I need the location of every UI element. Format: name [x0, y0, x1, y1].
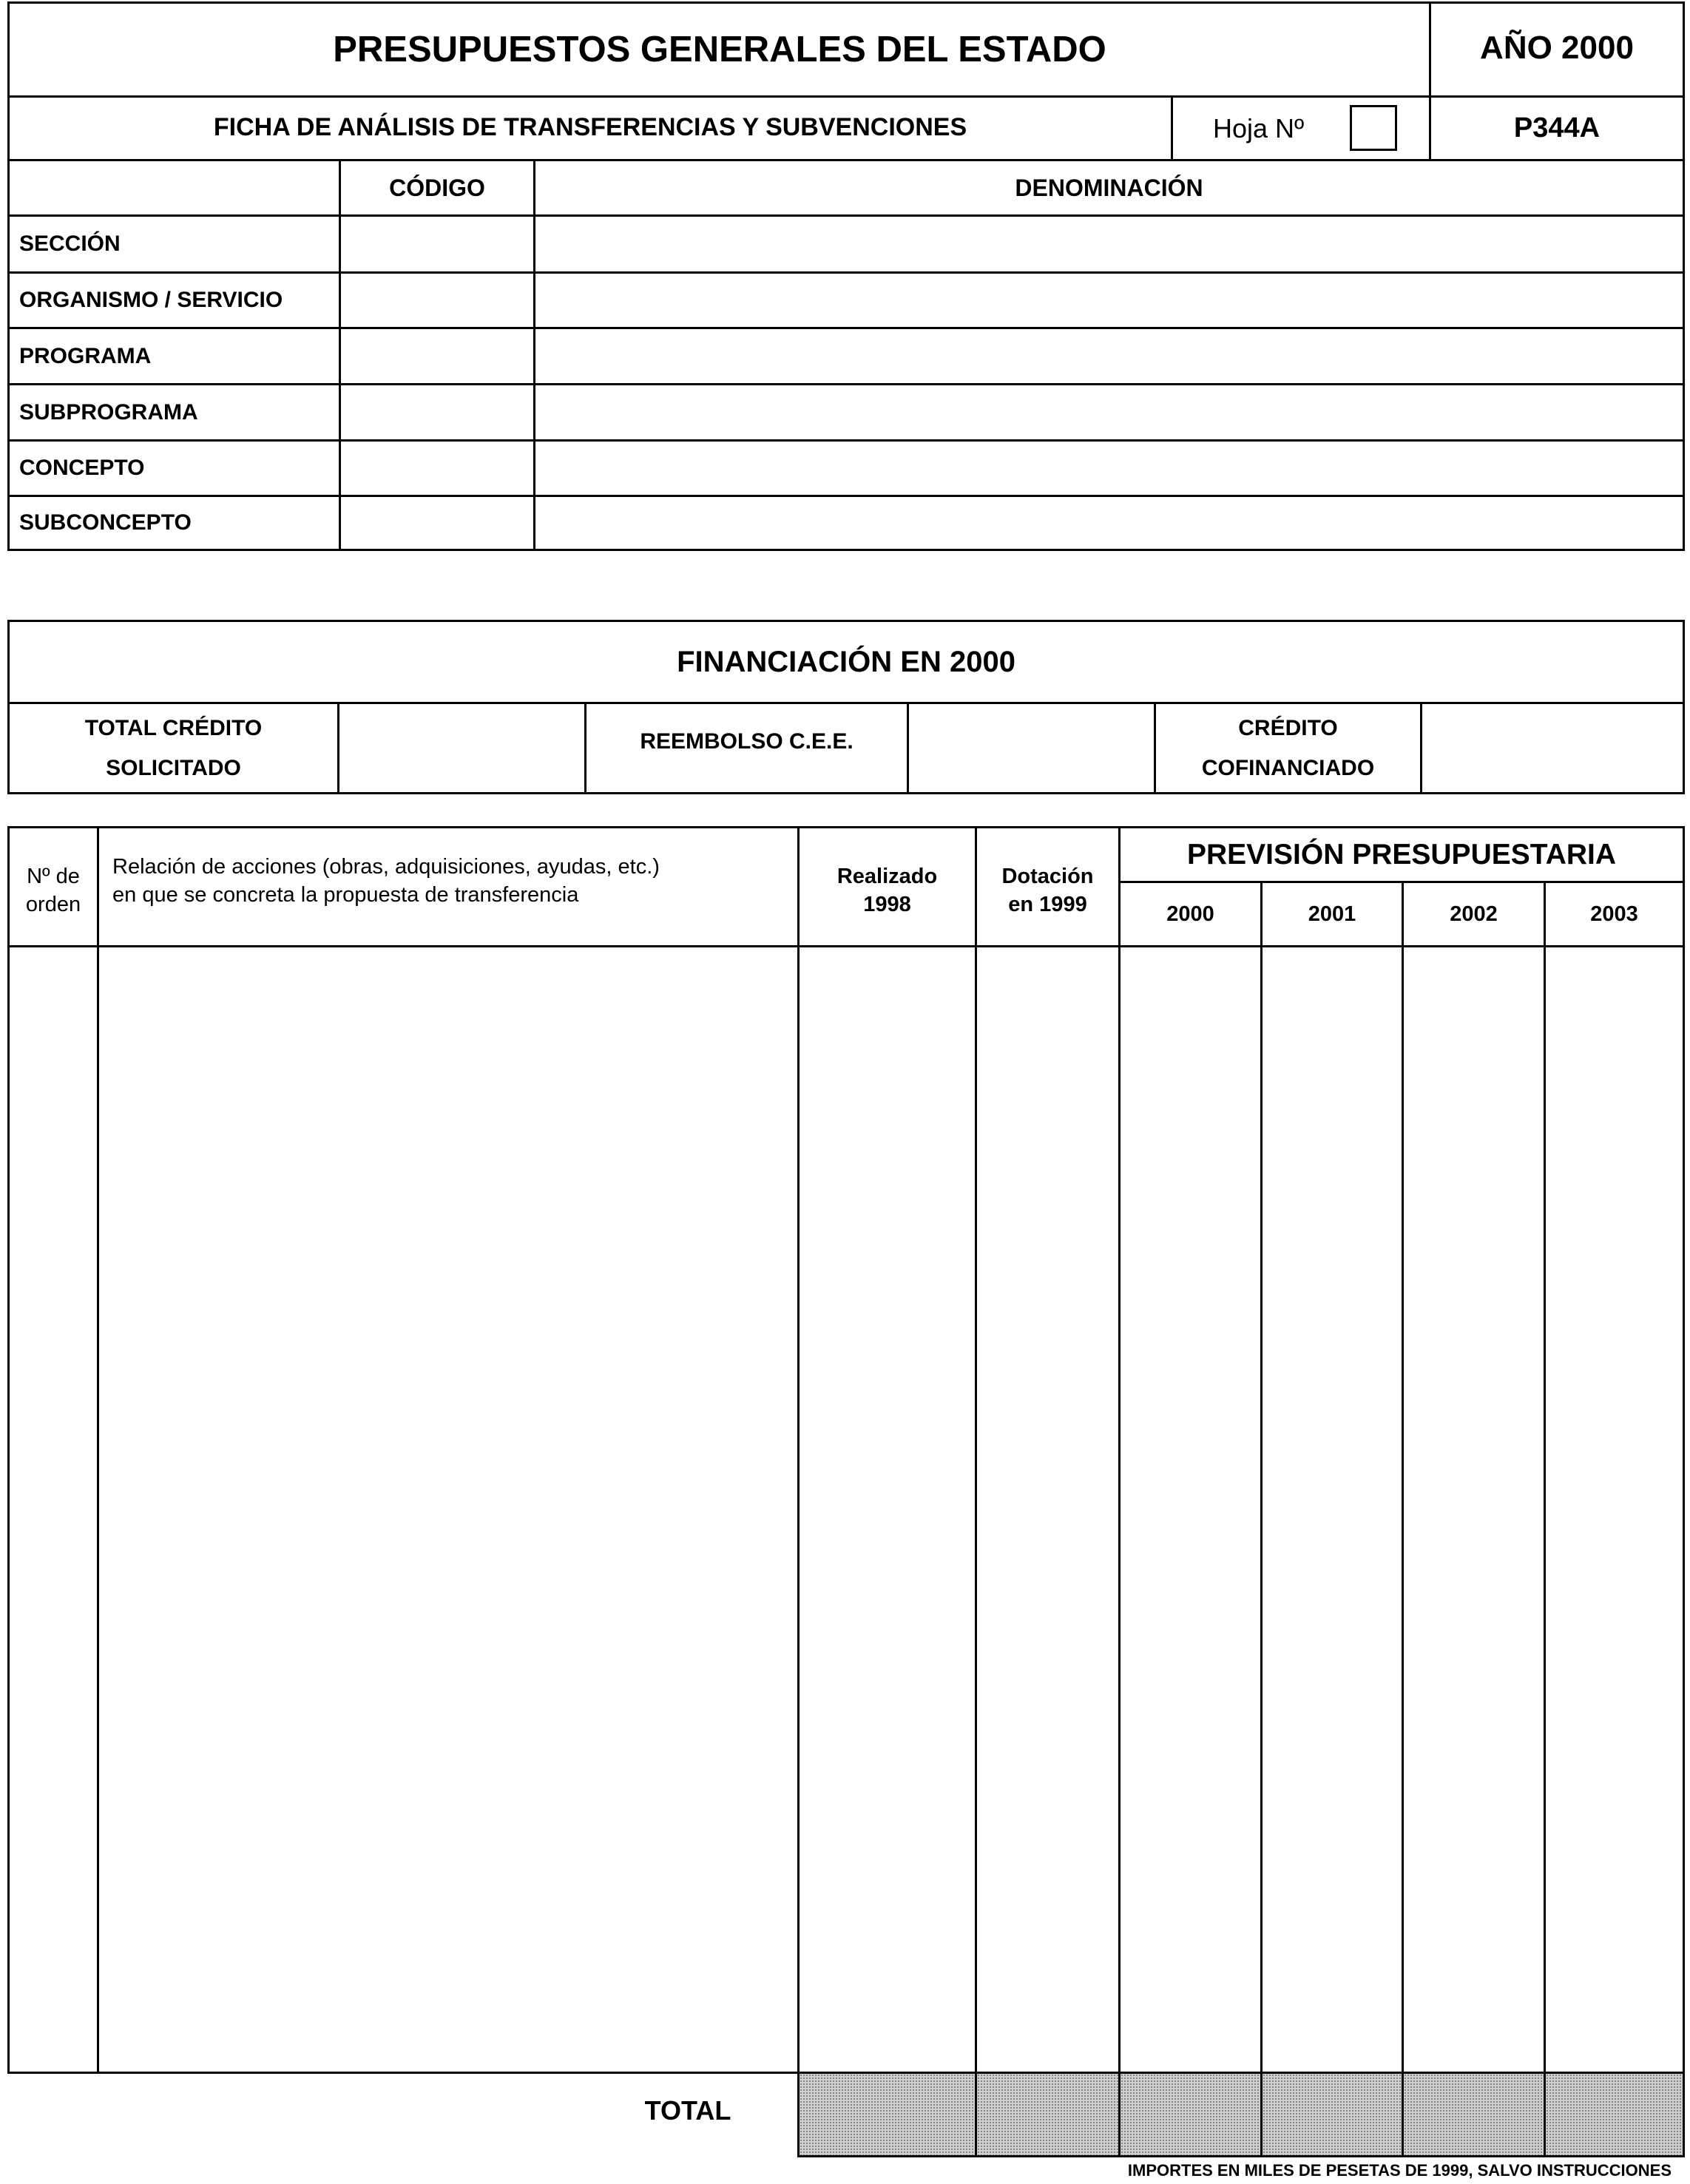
- year-2003-header: 2003: [1590, 902, 1638, 926]
- subprograma-code-field[interactable]: [341, 385, 533, 439]
- subconcepto-name-field[interactable]: [535, 497, 1683, 549]
- cofinanced-line1: CRÉDITO: [1238, 715, 1338, 740]
- subconcepto-code-field[interactable]: [341, 497, 533, 549]
- total-div-1: [975, 2074, 977, 2155]
- total-div-5: [1544, 2074, 1546, 2155]
- realized-header-line2: 1998: [863, 893, 911, 916]
- row-label-programa: PROGRAMA: [19, 343, 152, 368]
- total-border-left: [797, 2072, 800, 2157]
- total-div-3: [1260, 2074, 1263, 2155]
- order-header: [10, 828, 97, 945]
- programa-name-field[interactable]: [535, 329, 1683, 383]
- forecast-2002-area[interactable]: [1404, 947, 1544, 2072]
- financing-title: FINANCIACIÓN EN 2000: [677, 645, 1015, 678]
- total-border-bottom: [797, 2155, 1685, 2157]
- row-label-organismo: ORGANISMO / SERVICIO: [19, 288, 283, 312]
- cofinanced-label: [1156, 704, 1420, 792]
- total-2000-cell: [1121, 2074, 1260, 2155]
- description-header-line2: en que se concreta la propuesta de transferencia: [112, 883, 579, 907]
- organismo-code-field[interactable]: [341, 274, 533, 327]
- sheet-label: Hoja Nº: [1213, 112, 1305, 143]
- total-credit-line2: SOLICITADO: [106, 755, 241, 780]
- year-label: AÑO 2000: [1480, 30, 1634, 66]
- concepto-code-field[interactable]: [341, 442, 533, 495]
- realized-1998-area[interactable]: [800, 947, 975, 2072]
- form-subtitle: FICHA DE ANÁLISIS DE TRANSFERENCIAS Y SUBVENCIONES: [213, 112, 967, 141]
- name-header: DENOMINACIÓN: [1015, 174, 1203, 201]
- total-credit-label: [10, 704, 337, 792]
- row-label-subprograma: SUBPROGRAMA: [19, 399, 198, 425]
- description-header: [112, 853, 793, 927]
- subprograma-name-field[interactable]: [535, 385, 1683, 439]
- page-title: PRESUPUESTOS GENERALES DEL ESTADO: [333, 30, 1106, 70]
- concepto-name-field[interactable]: [535, 442, 1683, 495]
- order-header-line1: Nº de: [27, 865, 80, 888]
- allocation-header-line2: en 1999: [1008, 893, 1087, 916]
- total-2002-cell: [1404, 2074, 1544, 2155]
- total-border-right: [1683, 2072, 1685, 2157]
- allocation-header-line1: Dotación: [1001, 865, 1094, 888]
- realized-header: [800, 828, 975, 945]
- reimbursement-field[interactable]: [909, 704, 1154, 792]
- seccion-name-field[interactable]: [535, 217, 1683, 271]
- forecast-2001-area[interactable]: [1263, 947, 1402, 2072]
- total-div-4: [1402, 2074, 1404, 2155]
- total-credit-line1: TOTAL CRÉDITO: [84, 715, 263, 740]
- reimbursement-label: REEMBOLSO C.E.E.: [640, 729, 854, 754]
- forecast-2000-area[interactable]: [1121, 947, 1260, 2072]
- sheet-number-box[interactable]: [1350, 105, 1397, 151]
- year-2000-header: 2000: [1166, 902, 1214, 926]
- total-realized-cell: [800, 2074, 975, 2155]
- row-label-subconcepto: SUBCONCEPTO: [19, 510, 192, 535]
- description-header-line1: Relación de acciones (obras, adquisiciones, ayudas, etc.): [112, 855, 660, 879]
- total-2001-cell: [1263, 2074, 1402, 2155]
- forecast-2003-area[interactable]: [1546, 947, 1683, 2072]
- allocation-1999-area[interactable]: [977, 947, 1118, 2072]
- organismo-name-field[interactable]: [535, 274, 1683, 327]
- order-number-area[interactable]: [10, 947, 97, 2072]
- seccion-code-field[interactable]: [341, 217, 533, 271]
- description-area[interactable]: [99, 947, 797, 2072]
- realized-header-line1: Realizado: [836, 865, 938, 888]
- allocation-header: [977, 828, 1118, 945]
- forecast-header: PREVISIÓN PRESUPUESTARIA: [1186, 838, 1617, 870]
- cofinanced-field[interactable]: [1422, 704, 1683, 792]
- form-code: P344A: [1513, 112, 1601, 143]
- total-label: TOTAL: [644, 2095, 731, 2126]
- row-label-concepto: CONCEPTO: [19, 456, 145, 480]
- code-header: CÓDIGO: [389, 174, 485, 201]
- sheet-divider: [1171, 98, 1173, 159]
- total-allocation-cell: [977, 2074, 1118, 2155]
- footer-note: IMPORTES EN MILES DE PESETAS DE 1999, SALVO INSTRUCCIONES: [1127, 2161, 1672, 2180]
- year-2001-header: 2001: [1308, 902, 1356, 926]
- year-2002-header: 2002: [1450, 902, 1498, 926]
- cofinanced-line2: COFINANCIADO: [1201, 755, 1375, 780]
- total-2003-cell: [1546, 2074, 1683, 2155]
- order-header-line2: orden: [25, 893, 81, 916]
- total-div-2: [1118, 2074, 1121, 2155]
- row-label-seccion: SECCIÓN: [19, 231, 121, 256]
- total-credit-field[interactable]: [339, 704, 584, 792]
- programa-code-field[interactable]: [341, 329, 533, 383]
